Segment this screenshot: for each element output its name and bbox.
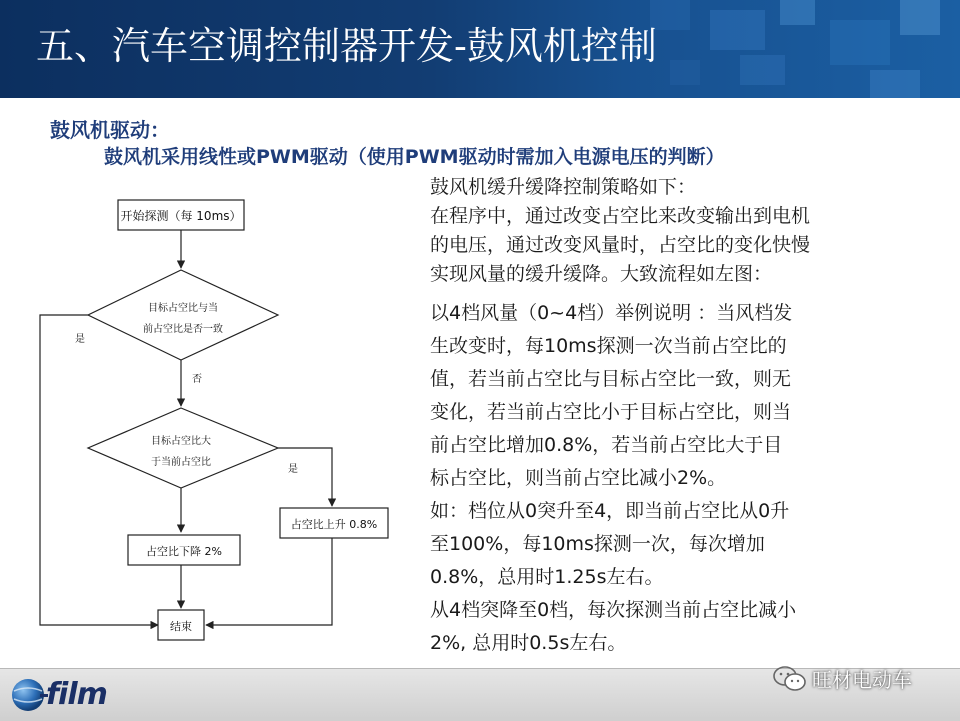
example-line: 2%, 总用时0.5s左右。 [430,632,627,654]
logo-text: film [46,677,107,712]
section-subtitle: 鼓风机采用线性或PWM驱动（使用PWM驱动时需加入电源电压的判断） [104,146,725,168]
description-line: 鼓风机缓升缓降控制策略如下： [430,176,697,198]
example-line: 生改变时，每10ms探测一次当前占空比的 [430,335,787,357]
watermark [770,660,950,700]
flow-decrease-label: 占空比下降 2% [146,545,222,558]
example-line: 如：档位从0突升至4，即当前占空比从0升 [430,500,790,522]
watermark-text: 旺材电动车 [812,668,912,692]
flow-decision1-line2: 前占空比是否一致 [143,324,223,335]
header-banner [0,0,960,98]
header-decoration [630,0,960,98]
flow-yes1-label: 是 [75,334,85,345]
flow-end-label: 结束 [170,620,192,633]
flow-decision2-line2: 于当前占空比 [151,457,211,468]
example-line: 以4档风量（0~4档）举例说明 ：当风档发 [430,302,793,324]
brand-logo [10,674,130,716]
flow-start-label: 开始探测（每 10ms） [120,209,242,223]
example-line: 值，若当前占空比与目标占空比一致，则无 [430,368,792,390]
description-line: 实现风量的缓升缓降。大致流程如左图： [430,263,773,285]
wechat-icon [772,664,808,694]
flow-no1-label: 否 [192,374,202,385]
example-line: 标占空比，则当前占空比减小2%。 [430,467,727,489]
flowchart [30,180,410,650]
flow-decision1-line1: 目标占空比与当 [148,303,218,314]
example-line: 至100%，每10ms探测一次，每次增加 [430,533,765,555]
section-title: 鼓风机驱动： [50,118,170,142]
example-line: 从4档突降至0档，每次探测当前占空比减小 [430,599,797,621]
example-line: 变化，若当前占空比小于目标占空比，则当 [430,401,792,423]
description-line: 的电压，通过改变风量时，占空比的变化快慢 [430,234,811,256]
flow-yes2-label: 是 [288,464,298,475]
flow-decision2-line1: 目标占空比大 [151,436,211,447]
globe-icon [10,675,50,715]
description-line: 在程序中，通过改变占空比来改变输出到电机 [430,205,811,227]
example-line: 前占空比增加0.8%，若当前占空比大于目 [430,434,783,456]
flow-decision-greater [88,408,278,488]
flow-decision-equal [88,270,278,360]
flow-increase-label: 占空比上升 0.8% [290,518,378,531]
page-title: 五、汽车空调控制器开发-鼓风机控制 [36,24,657,68]
example-line: 0.8%，总用时1.25s左右。 [430,566,664,588]
